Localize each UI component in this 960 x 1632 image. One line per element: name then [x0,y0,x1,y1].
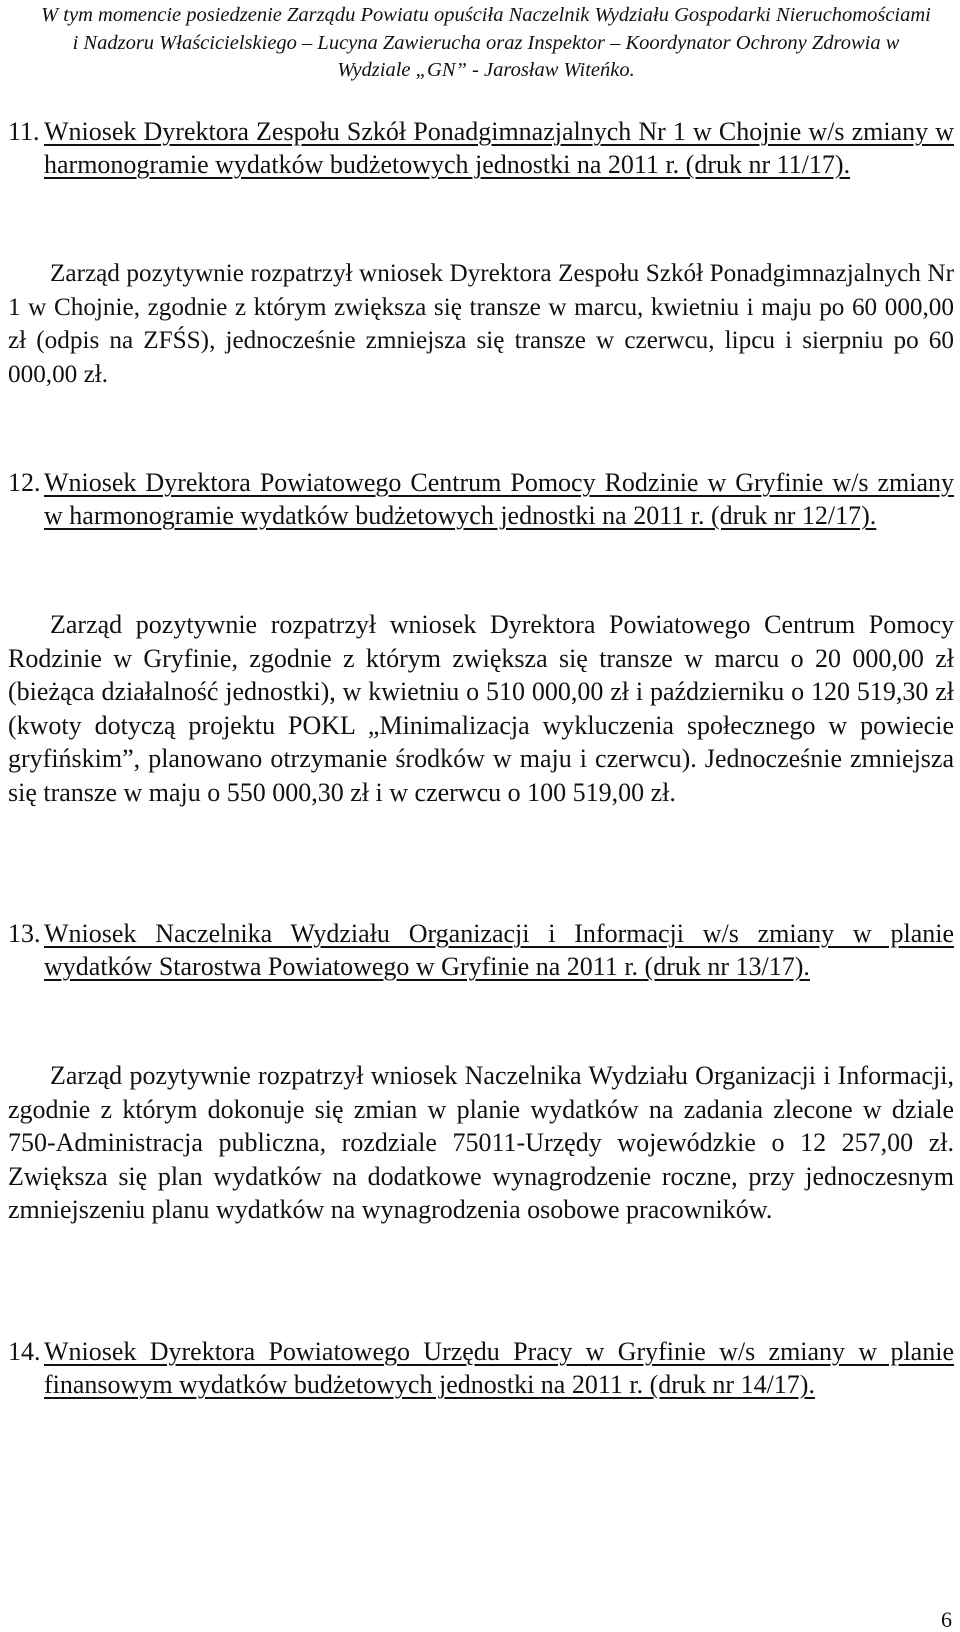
item-12-heading [8,466,954,532]
page-number: 6 [941,1607,952,1632]
item-title: Wniosek Dyrektora Powiatowego Centrum Pomocy Rodzinie w Gryfinie w/s zmiany w harmonogramie wydatków budżetowych jednostki na 2011 r. (druk nr 12/17). [44,468,954,530]
item-title: Wniosek Naczelnika Wydziału Organizacji i Informacji w/s zmiany w planie wydatków Starostwa Powiatowego w Gryfinie na 2011 r. (druk nr 13/17). [44,919,954,981]
item-title: Wniosek Dyrektora Powiatowego Urzędu Pracy w Gryfinie w/s zmiany w planie finansowym wydatków budżetowych jednostki na 2011 r. (druk nr 14/17). [44,1337,954,1399]
item-14-heading [8,1335,954,1401]
item-11-heading [8,115,954,181]
item-11-body: Zarząd pozytywnie rozpatrzył wniosek Dyrektora Zespołu Szkół Ponadgimnazjalnych Nr 1 w Chojnie, zgodnie z którym zwiększa się transze w marcu, kwietniu i maju po 60 000,00 zł (odpis na ZFŚS), jednocześnie zmniejsza się transze w czerwcu, lipcu i sierpniu po 60 000,00 zł. [8,260,954,388]
item-title: Wniosek Dyrektora Zespołu Szkół Ponadgimnazjalnych Nr 1 w Chojnie w/s zmiany w harmonogramie wydatków budżetowych jednostki na 2011 r. (druk nr 11/17). [44,117,954,179]
intro-paragraph: W tym momencie posiedzenie Zarządu Powiatu opuściła Naczelnik Wydziału Gospodarki Nieruchomościami i Nadzoru Właścicielskiego – Lucyna Zawierucha oraz Inspektor – Koordynator Ochrony Zdrowia w Wydziale „GN” - Jarosław Witeńko. [41,4,931,81]
item-number: 11. [8,117,40,146]
item-number: 14. [8,1337,41,1366]
item-number: 13. [8,919,41,948]
item-13-heading [8,917,954,983]
item-number: 12. [8,468,41,497]
item-12-body: Zarząd pozytywnie rozpatrzył wniosek Dyrektora Powiatowego Centrum Pomocy Rodzinie w Gryfinie, zgodnie z którym zwiększa się transze w marcu o 20 000,00 zł (bieżąca działalność jednostki), w kwietniu o 510 000,00 zł i październiku o 120 519,30 zł (kwoty dotyczą projektu POKL „Minimalizacja wykluczenia społecznego w powiecie gryfińskim”, planowano otrzymanie środków w maju i czerwcu). Jednocześnie zmniejsza się transze w maju o 550 000,30 zł i w czerwcu o 100 519,00 zł. [8,610,954,807]
item-13-body: Zarząd pozytywnie rozpatrzył wniosek Naczelnika Wydziału Organizacji i Informacji, zgodnie z którym dokonuje się zmian w planie wydatków na zadania zlecone w dziale 750-Administracja publiczna, rozdziale 75011-Urzędy wojewódzkie o 12 257,00 zł. Zwiększa się plan wydatków na dodatkowe wynagrodzenie roczne, przy jednoczesnym zmniejszeniu planu wydatków na wynagrodzenia osobowe pracowników. [8,1061,954,1224]
